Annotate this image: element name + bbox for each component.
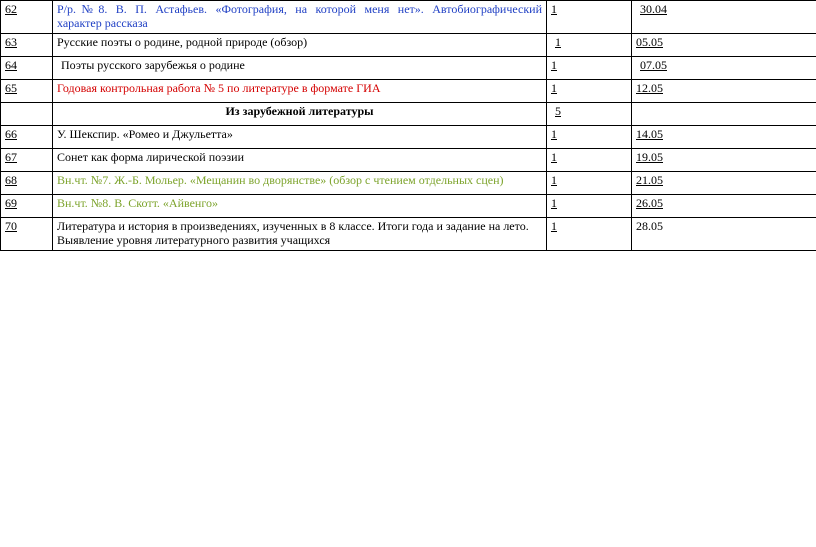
date-value: 21.05	[636, 173, 663, 187]
table-row	[1, 57, 816, 80]
table-row	[1, 195, 816, 218]
lesson-topic: Вн.чт. №7. Ж.-Б. Мольер. «Мещанин во дворянстве» (обзор с чтением отдельных сцен)	[53, 172, 547, 195]
section-row	[1, 103, 816, 126]
section-hours	[547, 103, 632, 126]
lesson-topic	[53, 57, 547, 80]
lesson-plan-table	[0, 0, 816, 251]
hours-value: 1	[555, 35, 561, 49]
hours-value: 1	[551, 81, 557, 95]
lesson-date	[632, 149, 816, 172]
table-row	[1, 80, 816, 103]
table-row	[1, 126, 816, 149]
lesson-number: 63	[1, 34, 53, 57]
hours-value: 1	[551, 58, 557, 72]
lesson-topic-text: Поэты русского зарубежья о родине	[61, 58, 245, 72]
lesson-number: 70	[1, 218, 53, 251]
lesson-date	[632, 218, 816, 251]
hours-value: 5	[555, 104, 561, 118]
lesson-topic: Русские поэты о родине, родной природе (обзор)	[53, 34, 547, 57]
lesson-topic: Сонет как форма лирической поэзии	[53, 149, 547, 172]
date-value: 30.04	[640, 2, 667, 16]
lesson-number: 69	[1, 195, 53, 218]
empty-cell	[1, 103, 53, 126]
date-value: 14.05	[636, 127, 663, 141]
lesson-topic-line: Р/р.№8. В. П. Астафьев. «Фотография, на которой меня нет». Автобиографический	[57, 2, 542, 16]
lesson-number: 62	[1, 1, 53, 34]
table-row	[1, 218, 816, 251]
lesson-hours	[547, 34, 632, 57]
lesson-date	[632, 34, 816, 57]
lesson-topic	[53, 218, 547, 251]
hours-value: 1	[551, 219, 557, 233]
lesson-hours	[547, 149, 632, 172]
lesson-topic: Вн.чт. №8. В. Скотт. «Айвенго»	[53, 195, 547, 218]
lesson-hours	[547, 126, 632, 149]
date-value: 26.05	[636, 196, 663, 210]
lesson-topic-line: характер рассказа	[57, 16, 148, 30]
lesson-hours	[547, 80, 632, 103]
section-title: Из зарубежной литературы	[53, 103, 547, 126]
lesson-hours	[547, 1, 632, 34]
lesson-topic	[53, 1, 547, 34]
date-value: 19.05	[636, 150, 663, 164]
lesson-hours	[547, 195, 632, 218]
date-value: 28.05	[636, 219, 663, 233]
lesson-topic: Годовая контрольная работа № 5 по литературе в формате ГИА	[53, 80, 547, 103]
table-row	[1, 172, 816, 195]
table-row	[1, 34, 816, 57]
lesson-date	[632, 1, 816, 34]
date-value: 07.05	[640, 58, 667, 72]
lesson-number: 67	[1, 149, 53, 172]
hours-value: 1	[551, 173, 557, 187]
lesson-number: 64	[1, 57, 53, 80]
hours-value: 1	[551, 2, 557, 16]
lesson-number: 66	[1, 126, 53, 149]
lesson-date	[632, 195, 816, 218]
lesson-hours	[547, 57, 632, 80]
lesson-date	[632, 57, 816, 80]
table-row	[1, 149, 816, 172]
lesson-number: 68	[1, 172, 53, 195]
date-value: 12.05	[636, 81, 663, 95]
lesson-topic-line: Выявление уровня литературного развития учащихся	[57, 233, 331, 247]
empty-cell	[632, 103, 816, 126]
lesson-topic: У. Шекспир. «Ромео и Джульетта»	[53, 126, 547, 149]
lesson-date	[632, 126, 816, 149]
lesson-date	[632, 80, 816, 103]
lesson-number: 65	[1, 80, 53, 103]
table-row	[1, 1, 816, 34]
lesson-topic-line: Литература и история в произведениях, изученных в 8 классе. Итоги года и задание на лето.	[57, 219, 529, 233]
hours-value: 1	[551, 196, 557, 210]
hours-value: 1	[551, 127, 557, 141]
date-value: 05.05	[636, 35, 663, 49]
lesson-hours	[547, 218, 632, 251]
lesson-date	[632, 172, 816, 195]
lesson-hours	[547, 172, 632, 195]
hours-value: 1	[551, 150, 557, 164]
